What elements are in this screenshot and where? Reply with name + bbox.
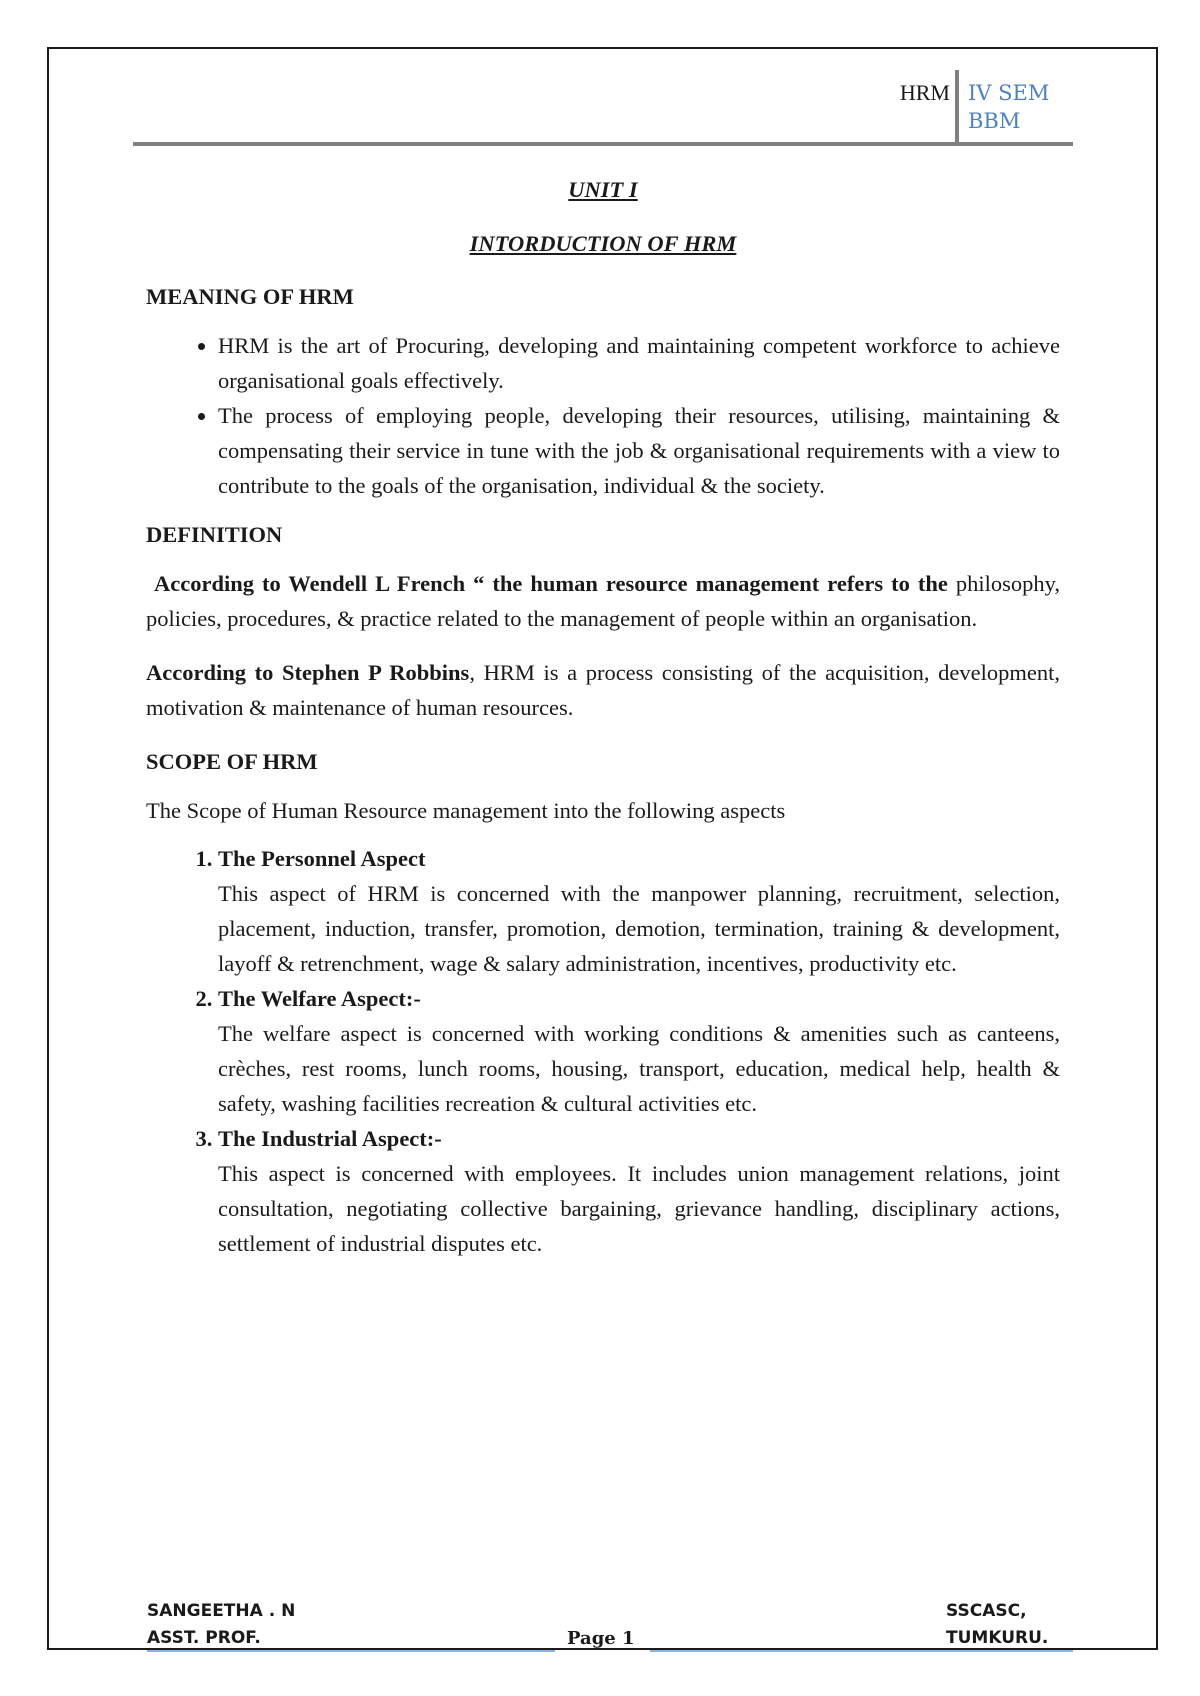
definition-french [146,566,1060,636]
footer-college-city: TUMKURU. [946,1628,1049,1648]
aspect-title: The Personnel Aspect [218,846,426,871]
meaning-list [146,328,1060,503]
document-body [146,172,1060,1261]
definition-robbins-rest: , HRM is a process consisting of the acquisition, development, motivation & maintenance of human resources. [146,660,1060,720]
footer-author [147,1598,295,1652]
footer-rule-left [147,1650,555,1652]
header-sem-line2: BBM [968,109,1021,133]
unit-title: UNIT I [568,177,638,202]
list-item: • The process of employing people, developing their resources, utilising, maintaining & compensating their service in tune with the job & organisational requirements with a view to contribute to the goals of the organisation, individual & the society. [218,398,1060,503]
footer-college-name: SSCASC, [946,1601,1027,1621]
footer-college [946,1598,1048,1652]
definition-robbins-bold: According to Stephen P Robbins [146,660,470,685]
header-divider [955,70,959,142]
footer-page-number: Page 1 [567,1628,635,1649]
aspect-body: This aspect of HRM is concerned with the manpower planning, recruitment, selection, placement, induction, transfer, promotion, demotion, termination, training & development, layoff & retrenchment, wage & salary administration, incentives, productivity etc. [218,881,1060,976]
list-item [218,981,1060,1121]
definition-robbins [146,655,1060,725]
list-item: • HRM is the art of Procuring, developing and maintaining competent workforce to achieve organisational goals effectively. [218,328,1060,398]
definition-french-rest: philosophy, policies, procedures, & practice related to the management of people within an organisation. [146,571,1061,631]
definition-heading: DEFINITION [146,522,283,547]
list-item [218,841,1060,981]
footer-rule-right [650,1650,1073,1652]
meaning-heading: MEANING OF HRM [146,284,354,309]
page-title: INTORDUCTION OF HRM [469,231,737,256]
header-sem-line1: IV SEM [968,81,1050,105]
aspect-body: The welfare aspect is concerned with working conditions & amenities such as canteens, crèches, rest rooms, lunch rooms, housing, transport, education, medical help, health & safety, washing facilities recreation & cultural activities etc. [218,1021,1060,1116]
footer-author-name: SANGEETHA . N [147,1601,296,1621]
aspect-title: The Industrial Aspect:- [218,1126,442,1151]
list-item [218,1121,1060,1261]
scope-heading: SCOPE OF HRM [146,749,318,774]
aspect-body: This aspect is concerned with employees. It includes union management relations, joint consultation, negotiating collective bargaining, grievance handling, disciplinary actions, settlement of industrial disputes etc. [218,1161,1060,1256]
definition-french-bold: According to Wendell L French “ the human resource management refers to the [154,571,948,596]
aspect-title: The Welfare Aspect:- [218,986,421,1011]
header-rule [133,142,1073,146]
header-subject: HRM [899,80,950,105]
scope-intro: The Scope of Human Resource management into the following aspects [146,798,786,823]
scope-aspects-list [146,841,1060,1261]
footer-author-role: ASST. PROF. [147,1628,261,1648]
header-semester [968,79,1049,135]
